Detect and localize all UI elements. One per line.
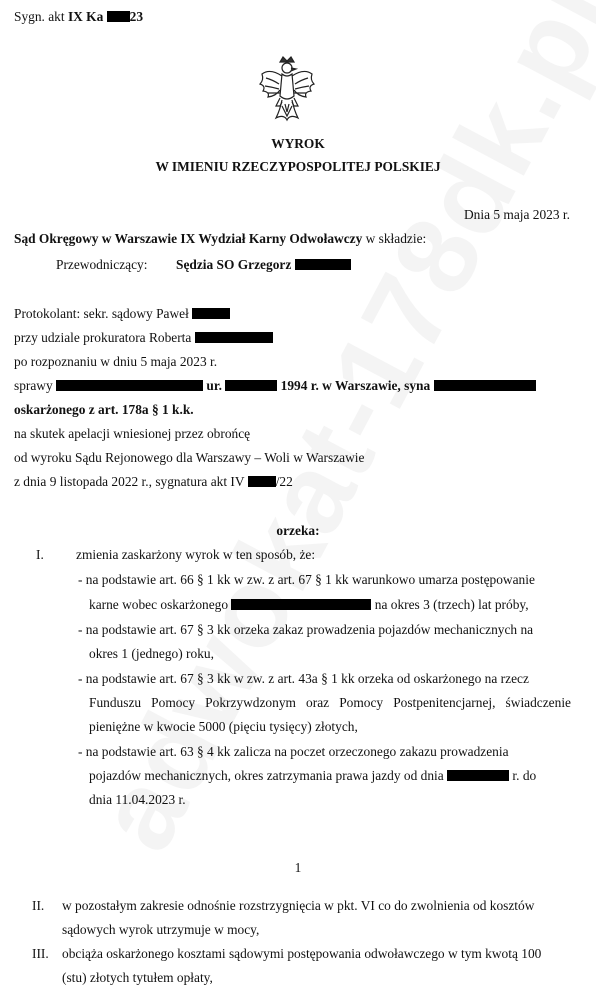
apelacja-line: na skutek apelacji wniesionej przez obrońcę (14, 426, 251, 441)
redaction-bar (56, 380, 203, 391)
document-subtitle: W IMIENIU RZECZYPOSPOLITEJ POLSKIEJ (155, 159, 441, 174)
document-title: WYROK (271, 136, 325, 151)
birth-text: 1994 r. w Warszawie, syna (280, 378, 431, 393)
list-item-3-line3: pieniężne w kwocie 5000 (pięciu tysięcy) złotych, (89, 719, 358, 734)
charge-line: oskarżonego z art. 178a § 1 k.k. (14, 402, 194, 417)
redaction-bar (447, 770, 509, 781)
page-number: 1 (294, 860, 302, 875)
protokolant-line (14, 306, 230, 322)
redaction-bar (434, 380, 536, 391)
list-item-3-line2: Funduszu Pomocy Pokrzywdzonym oraz Pomocy Postpenitencjarnej, świadczenie (89, 695, 571, 710)
list-item-4-text-a: pojazdów mechanicznych, okres zatrzymania prawa jazdy od dnia (89, 768, 444, 783)
protokolant-text: Protokolant: sekr. sądowy Paweł (14, 306, 189, 321)
point-1-text: zmienia zaskarżony wyrok w ten sposób, że: (76, 547, 316, 562)
ur-text: ur. (206, 378, 222, 393)
redaction-bar (225, 380, 277, 391)
list-item-1-line1: - na podstawie art. 66 § 1 kk w zw. z art. 67 § 1 kk warunkowo umarza postępowanie (78, 572, 535, 587)
data-wyroku-line (14, 474, 293, 490)
point-3-line2: (stu) złotych tytułem opłaty, (62, 970, 213, 985)
chair-line (56, 257, 147, 273)
list-item-1-text-a: karne wobec oskarżonego (89, 597, 229, 612)
redaction-bar (107, 11, 130, 22)
chair-name (176, 257, 351, 273)
list-item-3-line1: - na podstawie art. 67 § 3 kk w zw. z art. 43a § 1 kk orzeka od oskarżonego na rzecz (78, 671, 529, 686)
redaction-bar (231, 599, 371, 610)
data-wyroku-end: /22 (275, 474, 293, 489)
case-ref-prefix: Sygn. akt (14, 9, 65, 24)
point-3-line1: obciąża oskarżonego kosztami sądowymi postępowania odwoławczego w tym kwotą 100 (62, 946, 542, 961)
orzeka-heading: orzeka: (276, 523, 320, 538)
sprawy-text: sprawy (14, 378, 53, 393)
redaction-bar (295, 259, 351, 270)
redaction-bar (195, 332, 273, 343)
wyrok-line: od wyroku Sądu Rejonowego dla Warszawy – Woli w Warszawie (14, 450, 365, 465)
list-item-4-line3: dnia 11.04.2023 r. (89, 792, 186, 807)
polish-eagle-emblem-icon (258, 56, 316, 122)
prokurator-text: przy udziale prokuratora Roberta (14, 330, 192, 345)
point-2-line1: w pozostałym zakresie odnośnie rozstrzygnięcia w pkt. VI co do zwolnienia od kosztów (62, 898, 535, 913)
list-item-4-line1: - na podstawie art. 63 § 4 kk zalicza na poczet orzeczonego zakazu prowadzenia (78, 744, 509, 759)
point-2-line2: sądowych wyrok utrzymuje w mocy, (62, 922, 260, 937)
case-ref-division: IX Ka (67, 9, 104, 24)
prokurator-line (14, 330, 273, 346)
document-date: Dnia 5 maja 2023 r. (464, 207, 570, 222)
case-reference (14, 9, 143, 25)
court-line (14, 231, 426, 247)
point-2-number: II. (32, 898, 45, 913)
court-name: Sąd Okręgowy w Warszawie IX Wydział Karny Odwoławczy (14, 231, 363, 246)
sprawy-line (14, 378, 536, 394)
rozpoznanie-line: po rozpoznaniu w dniu 5 maja 2023 r. (14, 354, 218, 369)
chair-label: Przewodniczący: (56, 257, 148, 272)
list-item-1-text-b: na okres 3 (trzech) lat próby, (374, 597, 529, 612)
list-item-2-line2: okres 1 (jednego) roku, (89, 646, 214, 661)
list-item-4-text-b: r. do (512, 768, 537, 783)
point-3-number: III. (32, 946, 49, 961)
list-item-1-line2 (89, 597, 529, 613)
case-ref-year: 23 (129, 9, 144, 24)
redaction-bar (248, 476, 276, 487)
list-item-2-line1: - na podstawie art. 67 § 3 kk orzeka zakaz prowadzenia pojazdów mechanicznych na (78, 622, 534, 637)
redaction-bar (192, 308, 230, 319)
data-wyroku-text: z dnia 9 listopada 2022 r., sygnatura akt IV (14, 474, 245, 489)
chair-name-text: Sędzia SO Grzegorz (176, 257, 292, 272)
court-composition: w składzie: (362, 231, 427, 246)
point-1-number: I. (36, 547, 44, 562)
list-item-4-line2 (89, 768, 536, 784)
